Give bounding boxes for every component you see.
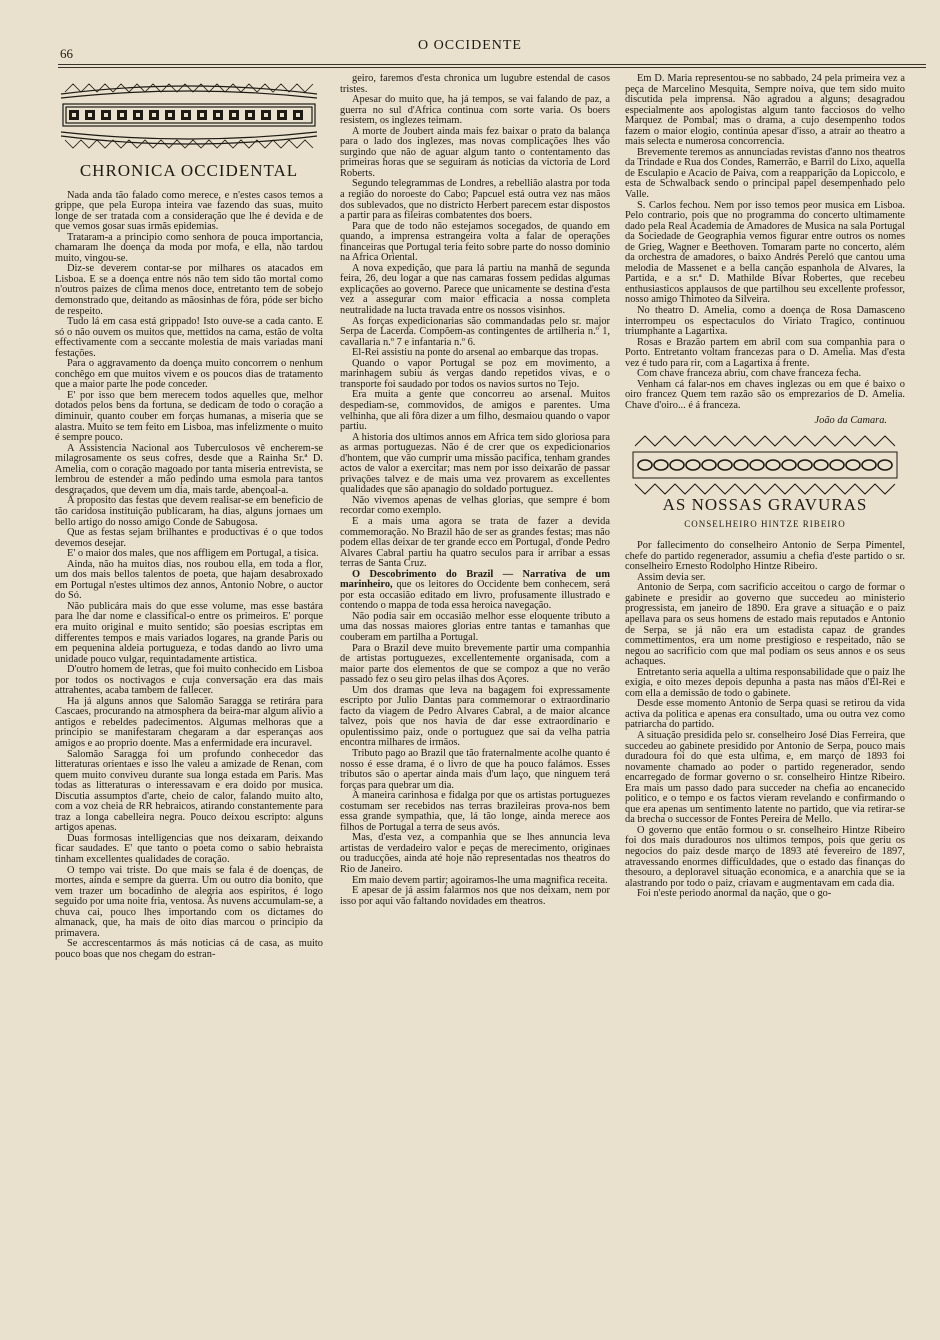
paragraph: Nada anda tão falado como merece, e n'estes casos temos a grippe, que pela Europa inteira vae fazendo das suas, muito longe de ser tratada com a consideração que lhe é devida e de que vemos gosar suas irmãs epidemias. [55, 189, 323, 233]
paragraph: O tempo vai triste. Do que mais se fala é de doenças, de mortes, ainda e sempre da guerra. Um ou outro dia bonito, que vem trazer um bocadinho de alegria aos espiritos, é logo seguido por uma noite fria, ventosa. As nuvens accumulam-se, a chuva cai, pouco lhes importando com os dictames do almanack, que, ha mais de oito dias marcou o principio da primavera. [55, 864, 323, 939]
paragraph: Para que de todo não estejamos socegados, de quando em quando, a imprensa estrangeira volta a falar de operações financeiras que Portugal teria feito sobre parte do nosso dominio na Africa Oriental. [340, 220, 610, 264]
paragraph: Quando o vapor Portugal se poz em movimento, a marinhagem subiu ás vergas dando repetidos vivas, e o transporte foi saudado por todos os navios surtos no Tejo. [340, 357, 610, 390]
section-title-chronica: CHRONICA OCCIDENTAL [79, 161, 299, 180]
paragraph: Não vivemos apenas de velhas glorias, que sempre é bom recordar como exemplo. [340, 494, 610, 517]
paragraph: Brevemente teremos as annunciadas revistas d'anno nos theatros da Trindade e Rua dos Condes, Ramerrão, e Barril do Lixo, aquella de Esculapio e Acacio de Paiva, com a reapparição da Lopiccolo, e esta de Schwalback sendo o principal papel desempenhado pelo Valle. [625, 146, 905, 201]
paragraph-descobrimento [340, 570, 610, 612]
paragraph: No theatro D. Amelia, como a doença de Rosa Damasceno interrompeu os espectaculos do Viriato Tragico, continuou triumphante a Lagartixa. [625, 305, 905, 338]
paragraph: Segundo telegrammas de Londres, a rebellião alastra por toda a região do noroeste do Cabo; Papcuel está outra vez nas mãos dos sublevados, que no districto Herbert parecem estar dispostos a partir para as fileiras combatentes dos boers. [340, 178, 610, 222]
paragraph: Desde esse momento Antonio de Serpa quasi se retirou da vida activa da politica e apenas era consultado, uma ou outra vez como patriarcha do partido. [625, 698, 905, 731]
paragraph: Ainda, não ha muitos dias, nos roubou ella, em toda a flor, um dos mais bellos talentos de poeta, que hajam desabroxado em Portugal n'estes ultimos dez annos, Antonio Nobre, o auctor do Só. [55, 558, 323, 602]
descobrimento-text: que os leitores do Occidente bem conhecem, será por esta occasião editado em livro, profusamente illustrado e contendo o mappa de toda essa heroica navegação. [340, 579, 610, 612]
paragraph: Antonio de Serpa, com sacrificio acceitou o cargo de formar o gabinete e presidir ao governo que succedeu ao ministerio progressista, em janeiro de 1890. Era grave a situação e o paiz apellava para os seus homens de estado mais reputados e Antonio de Serpa, se já não era um estadista capaz de grandes commettimentos, era um nome prestigioso e respeitado, não se negou ao sacrificio com que mal podiam os seus annos e os seus achaques. [625, 582, 905, 668]
paragraph: Duas formosas intelligencias que nos deixaram, deixando ficar saudades. E' que tanto o poeta como o sabio hebraista tinham excellentes qualidades de coração. [55, 832, 323, 865]
masthead: O OCCIDENTE [418, 38, 522, 53]
paragraph: Para o Brazil deve muito brevemente partir uma companhia de artistas portuguezes, excellentemente organisada, com a maior parte dos elementos de que se compoz a que no verão passado fez o seu giro pelas ilhas dos Açores. [340, 642, 610, 686]
greek-key-ornament-icon [55, 74, 323, 160]
column-3-body-a [625, 74, 905, 412]
paragraph: geiro, faremos d'esta chronica um lugubre estendal de casos tristes. [340, 74, 610, 95]
header-rule [58, 64, 926, 65]
paragraph: A Assistencia Nacional aos Tuberculosos vê encherem-se milagrosamente os seus cofres, desde que a Rainha Sr.ª D. Amelia, com o coração magoado por tanta miseria entrevista, se lembrou de estender a mão pedindo uma esmola para tantos desgraçados, que devem um dia, mais tarde, abençoal-a. [55, 442, 323, 496]
paragraph: A maneira carinhosa e fidalga por que os artistas portuguezes costumam ser recebidos nas terras brazileiras prova-nos bem essa grande sympathia, que, lá tão longe, ainda merece aos filhos de Portugal a terra de seus avós. [340, 790, 610, 833]
paragraph: Trataram-a a principio como senhora de pouca importancia, chamaram lhe doença da moda por mofa, e ella, não tardou muito, vingou-se. [55, 231, 323, 264]
paragraph: Assim devia ser. [637, 571, 706, 583]
paragraph: A situação presidida pelo sr. conselheiro José Dias Ferreira, que succedeu ao gabinete presidido por Antonio de Serpa, pouco mais duradoura foi do que esta ultima, e, em março de 1893 foi novamente chamado ao poder o partido regenerador, sendo encarregado de formar governo o sr. conselheiro Hintze Ribeiro. Era mais um passo dado para succeder na chefia ao encanecido politico, e o tempo e os factos vieram revelando e confirmando o que era apenas um sentimento latente no partido, que via retirar-se da brecha o successor de Fontes Pereira de Mello. [625, 729, 905, 826]
chain-ornament-icon [625, 432, 905, 498]
paragraph: E' o maior dos males, que nos affligem em Portugal, a tisica. [67, 548, 319, 560]
paragraph: Um dos dramas que leva na bagagem foi expressamente escripto por Julio Dantas para commemorar o extraordinario facto da viagem de Pedro Alvares Cabral, a de maior alcance talvez, pois que nos havia de dar esse extraordinario e opulentissimo paiz, onde o portuguez que sai da velha patria encontra milhares de irmãos. [340, 684, 610, 749]
paragraph: D'outro homem de letras, que foi muito conhecido em Lisboa por todos os noctivagos e cuja conversação era das mais attrahentes, acaba tambem de fallecer. [55, 664, 323, 697]
paragraph: E apesar de já assim falarmos nos que nos deixam, nem por isso por aqui vão faltando novidades em theatros. [340, 885, 610, 907]
column-3 [625, 74, 905, 1320]
paragraph: Tributo pago ao Brazil que tão fraternalmente acolhe quanto é nosso é esse drama, é o livro de que ha pouco falámos. Esses tributos são o apertar ainda mais d'um laço, que ninguem terá forças para quebrar um dia. [340, 748, 610, 791]
page-number: 66 [60, 46, 73, 61]
paragraph: Entretanto seria aquella a ultima responsabilidade que o paiz lhe exigia, e oito mezes depois depunha a pasta nas mãos d'El-Rei e com ella a demissão de todo o gabinete. [625, 666, 905, 699]
paragraph: Que as festas sejam brilhantes e productivas é o que todos devemos desejar. [55, 527, 323, 549]
column-1 [55, 74, 323, 1320]
paragraph: E' por isso que bem merecem todos aquelles que, melhor dotados pelos bens da fortuna, se dedicam de todo o coração a diminuir, quanto couber em forças humanas, a miseria que se alastra. Muito se tem feito em Lisboa, mas infelizmente o muito é sempre pouco. [55, 389, 323, 444]
paragraph: Para o aggravamento da doença muito concorrem o nenhum conchêgo em que muitos vivem e os poucos dias de tratamento que a maior parte lhe pode conceder. [55, 358, 323, 391]
paragraph: Foi n'este periodo anormal da nação, que o go- [637, 888, 832, 900]
paragraph: Em maio devem partir; agoiramos-lhe uma magnifica receita. [352, 874, 608, 886]
paragraph: Era muita a gente que concorreu ao arsenal. Muitos despediam-se, commovidos, de amigos e parentes. Uma velhinha, que ali fôra dizer a um filho, desmaiou quando o vapor partiu. [340, 389, 610, 433]
paragraph: Rosas e Brazão partem em abril com sua companhia para o Porto. Entretanto voltam francezas para o D. Amelia. Mas d'esta vez é tudo para rir, com a Lagartixa á frente. [625, 336, 905, 369]
paragraph: Se accrescentarmos ás más noticias cá de casa, as muito pouco boas que nos chegam do estran- [55, 938, 323, 960]
paragraph: A historia dos ultimos annos em Africa tem sido gloriosa para as armas portuguezas. Não é de crer que os expedicionarios d'hontem, que vão cumprir uma missão pacifica, tenham grandes actos de valor a exercitar; mas nem por isso deixarão de passar privações talvez e de mais uma vez provarem as excellentes qualidades que são apanagio do soldado portuguez. [340, 431, 610, 496]
paragraph: Mas, d'esta vez, a companhia que se lhes annuncia leva artistas de verdadeiro valor e peças de merecimento, originaes ou traducções, ainda até hoje não representadas nos theatros do Rio de Janeiro. [340, 832, 610, 876]
paragraph: A proposito das festas que devem realisar-se em beneficio de tão caridosa instituição publicaram, ha dias, alguns jornaes um bello artigo do nosso amigo Conde de Sabugosa. [55, 495, 323, 528]
section-title-gravuras: AS NOSSAS GRAVURAS [662, 495, 868, 515]
paragraph: El-Rei assistiu na ponte do arsenal ao embarque das tropas. [352, 347, 599, 359]
paragraph: Diz-se deverem contar-se por milhares os atacados em Lisboa. E se a doença entre nós não tem sido tão mortal como n'outros paizes de clima menos doce, entretanto tem de sobejo demonstrado que, deitando as mãosinhas de fóra, póde ser bicho de respeito. [55, 263, 323, 317]
header-rule-double [58, 67, 926, 68]
paragraph: Salomão Saragga foi um profundo conhecedor das litteraturas orientaes e isso lhe valeu a amizade de Renan, com quem muito conviveu durante sua longa estada em Paris. Mas todas as litteraturas o interessavam e era doido por musica. Discutia assumptos d'arte, cheio de calor, falando muito alto, com a voz cheia de RR hebraicos, atirando constantemente para traz a longa cabelleira negra. Pouco deixou escripto: alguns artigos apenas. [55, 748, 323, 834]
paragraph: A nova expedição, que para lá partiu na manhã de segunda feira, 26, deu logar a que nas camaras fossem pedidas algumas explicações ao governo. Parece que unicamente se destina d'esta vez a assegurar com maior efficacia a nossa completa neutralidade na lucta travada entre os nossos visinhos. [340, 262, 610, 317]
paragraph: Não publicára mais do que esse volume, mas esse bastára para lhe dar nome e classifical-o entre os primeiros. E' porque era muito original e muito sentido; são poesias escriptas em differentes tempos e mais variados logares, na grande Paris ou em pequenina aldeia portugueza, e todas dando ao livro uma unidade pouco vulgar, requintadamente artistica. [55, 600, 323, 665]
paragraph: As forças expedicionarias são commandadas pelo sr. major Serpa de Lacerda. Compõem-as contingentes de artilheria n.º 1, cavallaria n.º 7 e infantaria n.º 6. [340, 315, 610, 348]
paragraph: S. Carlos fechou. Nem por isso temos peor musica em Lisboa. Pelo contrario, pois que no programma do concerto ultimamente dado pela Real Academia de Amadores de Musica na sala Portugal da Sociedade de Geographia vemos figurar entre outros os nomes de Grieg, Wagner e Beethoven. Tomaram parte no concerto, além da orchestra de amadores, o baixo Andrés Pereló que cantou uma melodia de Massenet e a bella canção espanhola de Alvares, la Partida, e a sr.ª D. Mathilde Bivar Robertes, que recebeu enthusiasticos applausos de que partilhou seu excellente professor, nosso amigo Thimoteo da Silveira. [625, 199, 905, 306]
paragraph: Por fallecimento do conselheiro Antonio de Serpa Pimentel, chefe do partido regenerador, assumiu a chefia d'este partido o sr. conselheiro Ernesto Rodolpho Hintze Ribeiro. [625, 540, 905, 573]
column-2-body-a [340, 74, 610, 570]
column-1-body [55, 191, 323, 961]
column-2 [340, 74, 610, 1320]
signature: João da Camara. [814, 414, 887, 426]
paragraph: A morte de Joubert ainda mais fez baixar o prato da balança para o lado dos inglezes, mas novas complicações lhes vão surgindo que não de aguar algum tanto o contentamento das primeiras horas que se seguiram ás noticias da victoria de Lord Roberts. [340, 125, 610, 179]
paragraph: Venham cá falar-nos em chaves inglezas ou em que é baixo o oiro francez Quem tem razão são os emprezarios de D. Amelia. Chave d'oiro... é á franceza. [625, 378, 905, 411]
gravuras-subtitle: CONSELHEIRO HINTZE RIBEIRO [684, 518, 846, 529]
column-3-body-b [625, 541, 905, 900]
paragraph: Não podia sair em occasião melhor esse eloquente tributo a uma das nossas maiores glorias entre tantas e tamanhas que couberam em partilha a Portugal. [340, 610, 610, 643]
descobrimento-lead: O Descobrimento do Brazil — Narrativa de um marinheiro, [340, 568, 610, 591]
column-2-body-b [340, 612, 610, 907]
paragraph: Apesar do muito que, ha já tempos, se vai falando de paz, a guerra no sul d'Africa continua com sorte varia. Os boers resistem, os inglezes teimam. [340, 94, 610, 127]
paragraph: Em D. Maria representou-se no sabbado, 24 pela primeira vez a peça de Marcelino Mesquita, Sempre noiva, que tem sido muito discutida pela imprensa. Não agradou a alguns; desagradou especialmente aos apologistas algum tanto facciosos do velho Marquez de Pombal; mas o drama, a cujo desempenho todos fazem o maior elogio, continúa apesar d'isso, a atrair ao theatro a mais selecta e numerosa concorrencia. [625, 74, 905, 148]
paragraph: E a mais uma agora se trata de fazer a devida commemoração. No Brazil hão de ser as grandes festas; mas não podem ellas deixar de ter grande ecco em Portugal, d'onde Pedro Alvares Cabral partiu ha quatro seculos para ir arribar a essas terras de Santa Cruz. [340, 515, 610, 570]
paragraph: Com chave franceza abriu, com chave franceza fecha. [637, 368, 862, 380]
paragraph: Tudo lá em casa está grippado! Isto ouve-se a cada canto. E só o não ouvem os muitos que, mettidos na cama, estão de volta effectivamente com a seccante molestia de mais variadas mani festações. [55, 316, 323, 359]
paragraph: O governo que então formou o sr. conselheiro Hintze Ribeiro foi dos mais duradouros nos ultimos tempos, pois que geriu os negocios do paiz desde março de 1893 até fevereiro de 1897, atravessando enormes difficuldades, que o estado das finanças do thesouro, a deploravel situação economica, e a anarchia que se ia alastrando por todo o paiz, criavam e augmentavam em cada dia. [625, 824, 905, 889]
paragraph: Ha já alguns annos que Salomão Saragga se retirára para Cascaes, procurando na atmosphera da beira-mar algum alivio a antigos e rebeldes padecimentos. Algumas melhoras que a principio se manifestaram chegaram a dar esperanças aos amigos e ao proprio doente. Mas a enfermidade era incuravel. [55, 695, 323, 749]
